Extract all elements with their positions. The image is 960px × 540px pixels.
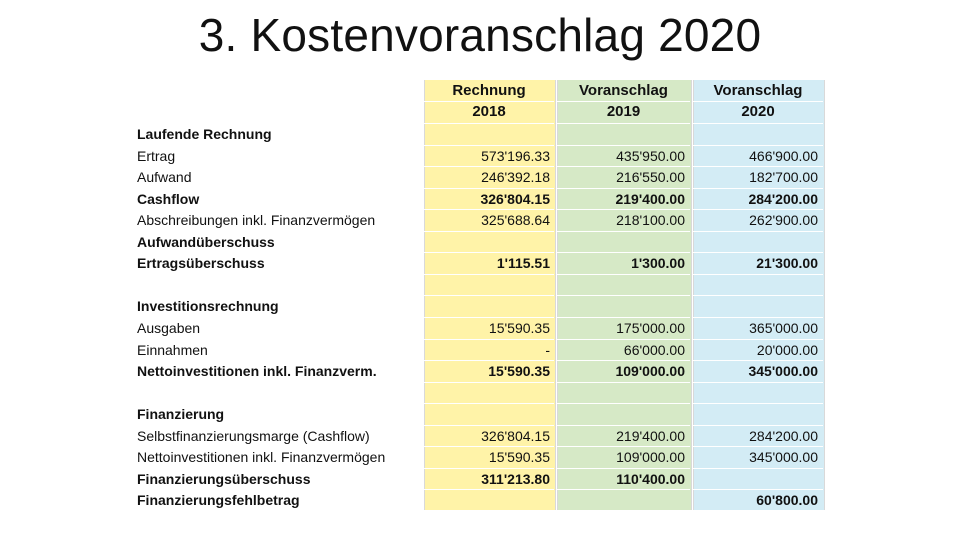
row-divider [557, 360, 690, 361]
row-label: Nettoinvestitionen inkl. Finanzvermögen [137, 449, 386, 465]
cell-value-2020 [693, 404, 818, 425]
cell-value-2018 [424, 232, 550, 253]
row-label: Nettoinvestitionen inkl. Finanzverm. [137, 363, 377, 379]
row-label: Selbstfinanzierungsmarge (Cashflow) [137, 428, 370, 444]
cell-value-2018: 1'115.51 [496, 255, 550, 271]
row-divider [424, 231, 554, 232]
cell-value-2018 [424, 296, 550, 317]
table-row [0, 189, 960, 210]
cell-value-2019 [557, 124, 685, 145]
cell-value-2019 [557, 404, 685, 425]
cell-value-2018: 15'590.35 [488, 363, 550, 379]
cell-value-2020: 182'700.00 [749, 169, 818, 185]
cell-value-2020: 284'200.00 [749, 428, 818, 444]
cell-value-2020: 21'300.00 [756, 255, 818, 271]
table-row [0, 361, 960, 382]
row-label: Einnahmen [137, 342, 208, 358]
row-divider [424, 145, 554, 146]
row-label: Finanzierungsfehlbetrag [137, 492, 300, 508]
row-divider [424, 274, 554, 275]
cell-value-2018: 326'804.15 [480, 191, 550, 207]
table-row [0, 469, 960, 490]
cell-value-2019: 109'000.00 [615, 363, 685, 379]
page-title: 3. Kostenvoranschlag 2020 [198, 9, 762, 61]
row-divider [557, 274, 690, 275]
row-divider [693, 295, 823, 296]
cell-value-2020 [693, 296, 818, 317]
row-divider [424, 166, 554, 167]
row-divider [424, 317, 554, 318]
cell-value-2019 [557, 383, 685, 404]
row-divider [557, 166, 690, 167]
cell-value-2020: 466'900.00 [749, 148, 818, 164]
cell-value-2019: 218'100.00 [616, 212, 685, 228]
row-label: Abschreibungen inkl. Finanzvermögen [137, 212, 376, 228]
cell-value-2018 [424, 404, 550, 425]
row-divider [557, 145, 690, 146]
cell-value-2018: 311'213.80 [481, 471, 550, 487]
table-row [0, 383, 960, 404]
row-divider [557, 295, 690, 296]
row-divider [557, 446, 690, 447]
table-row [0, 490, 960, 511]
row-divider [424, 360, 554, 361]
row-divider [424, 295, 554, 296]
row-divider [424, 425, 554, 426]
row-divider [557, 231, 690, 232]
cell-value-2020 [693, 232, 818, 253]
row-divider [693, 252, 823, 253]
table-row [0, 232, 960, 253]
cell-value-2018: 326'804.15 [481, 428, 550, 444]
cell-value-2020 [693, 275, 818, 296]
row-divider [693, 166, 823, 167]
table-row [0, 124, 960, 145]
row-divider [693, 231, 823, 232]
column-header-voranschlag-2019 [557, 80, 690, 124]
cell-value-2019: 109'000.00 [616, 449, 685, 465]
cell-value-2018: 15'590.35 [488, 449, 550, 465]
row-label: Investitionsrechnung [137, 298, 279, 314]
cell-value-2018 [424, 383, 550, 404]
table-row [0, 167, 960, 188]
cell-value-2019 [557, 490, 685, 511]
cell-value-2019: 175'000.00 [616, 320, 685, 336]
cell-value-2020: 20'000.00 [756, 342, 818, 358]
row-label: Ausgaben [137, 320, 201, 336]
table-row [0, 275, 960, 296]
row-label: Aufwandüberschuss [137, 234, 275, 250]
row-divider [424, 446, 554, 447]
cell-value-2019: 219'400.00 [615, 191, 685, 207]
row-divider [557, 317, 690, 318]
row-label: Ertragsüberschuss [137, 255, 265, 271]
column-header-voranschlag-2020 [693, 80, 823, 124]
cell-value-2019: 1'300.00 [631, 255, 685, 271]
row-divider [557, 209, 690, 210]
row-divider [693, 317, 823, 318]
row-divider [557, 511, 690, 512]
row-divider [424, 468, 554, 469]
table-row [0, 210, 960, 231]
cell-value-2019: 219'400.00 [616, 428, 685, 444]
cell-value-2020 [693, 469, 818, 490]
row-label: Finanzierungsüberschuss [137, 471, 311, 487]
cell-value-2020 [693, 383, 818, 404]
row-label: Laufende Rechnung [137, 126, 272, 142]
cell-value-2018: - [545, 342, 550, 358]
cell-value-2018: 573'196.33 [481, 148, 550, 164]
row-divider [557, 188, 690, 189]
cell-value-2020: 284'200.00 [748, 191, 818, 207]
row-divider [693, 382, 823, 383]
row-divider [693, 489, 823, 490]
column-header-line1: Voranschlag [579, 82, 668, 99]
row-divider [424, 339, 554, 340]
row-divider [693, 145, 823, 146]
row-divider [557, 123, 690, 124]
row-divider [424, 123, 554, 124]
cell-value-2018: 246'392.18 [481, 169, 550, 185]
row-divider [693, 209, 823, 210]
column-header-line1: Voranschlag [713, 82, 803, 99]
table-row [0, 296, 960, 317]
row-divider [693, 274, 823, 275]
cell-value-2020: 262'900.00 [749, 212, 818, 228]
cell-value-2019 [557, 296, 685, 317]
cell-value-2020 [693, 124, 818, 145]
row-divider [557, 252, 690, 253]
column-header-line1: Rechnung [452, 82, 526, 99]
cell-value-2019: 110'400.00 [616, 471, 685, 487]
cell-value-2019 [557, 232, 685, 253]
cell-value-2020: 365'000.00 [749, 320, 818, 336]
row-label: Ertrag [137, 148, 176, 164]
row-divider [557, 339, 690, 340]
row-divider [693, 360, 823, 361]
row-divider [693, 425, 823, 426]
row-divider [557, 489, 690, 490]
row-divider [557, 425, 690, 426]
cell-value-2020: 60'800.00 [756, 492, 818, 508]
cell-value-2019: 66'000.00 [623, 342, 685, 358]
row-divider [557, 468, 690, 469]
row-label: Cashflow [137, 191, 200, 207]
row-divider [424, 382, 554, 383]
cell-value-2019: 435'950.00 [616, 148, 685, 164]
cell-value-2020: 345'000.00 [748, 363, 818, 379]
column-header-line2: 2020 [741, 103, 775, 120]
table-row [0, 340, 960, 361]
cell-value-2018 [424, 124, 550, 145]
row-divider [693, 403, 823, 404]
row-divider [693, 123, 823, 124]
column-header-line2: 2019 [606, 103, 641, 120]
cell-value-2019 [557, 275, 685, 296]
row-divider [693, 468, 823, 469]
row-label: Finanzierung [137, 406, 225, 422]
cell-value-2018 [424, 490, 550, 511]
cell-value-2020: 345'000.00 [749, 449, 818, 465]
table-row [0, 426, 960, 447]
column-header-line2: 2018 [472, 103, 506, 120]
row-divider [424, 252, 554, 253]
table-row [0, 253, 960, 274]
row-divider [557, 382, 690, 383]
cell-value-2018: 15'590.35 [488, 320, 550, 336]
table-row [0, 318, 960, 339]
row-divider [424, 188, 554, 189]
header-divider [693, 101, 823, 102]
row-divider [424, 209, 554, 210]
header-divider [557, 101, 690, 102]
table-row [0, 404, 960, 425]
row-divider [693, 339, 823, 340]
header-divider [424, 101, 554, 102]
table-row [0, 146, 960, 167]
row-divider [693, 511, 823, 512]
row-divider [424, 489, 554, 490]
cell-value-2018: 325'688.64 [481, 212, 550, 228]
column-header-rechnung-2018 [424, 80, 554, 124]
row-divider [693, 446, 823, 447]
row-divider [557, 403, 690, 404]
cell-value-2019: 216'550.00 [616, 169, 685, 185]
cell-value-2018 [424, 275, 550, 296]
row-divider [424, 403, 554, 404]
row-divider [693, 188, 823, 189]
row-divider [424, 511, 554, 512]
row-label: Aufwand [137, 169, 192, 185]
table-row [0, 447, 960, 468]
